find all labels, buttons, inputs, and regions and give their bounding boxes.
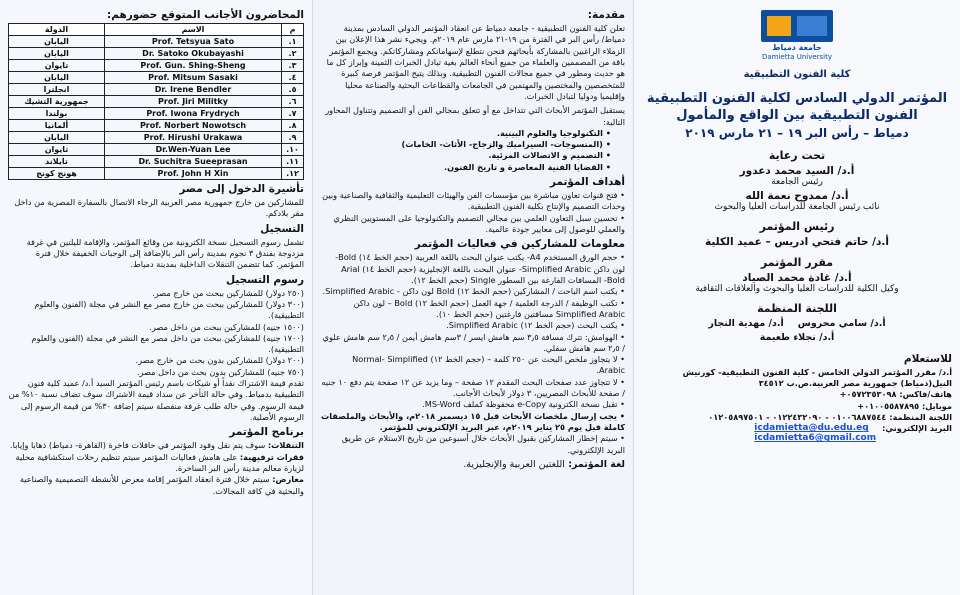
speaker-country: ألمانيا bbox=[9, 120, 105, 132]
patronage-heading: تحت رعاية bbox=[768, 148, 826, 162]
table-row bbox=[9, 144, 304, 156]
email-link-primary[interactable]: icdamietta@du.edu.eg bbox=[754, 423, 869, 434]
speaker-country: اليابان bbox=[9, 72, 105, 84]
email-line bbox=[642, 423, 952, 443]
committee-phone-label: اللجنة المنظمة: bbox=[889, 412, 952, 423]
goal-item: • تحسين سبل التعاون العلمي بين مجالي التصميم والتكنولوجيا على المستويين النظري والعملي للوصول إلى معايير جودة عالمية. bbox=[321, 213, 625, 236]
inquiries-heading: للاستعلام bbox=[903, 352, 952, 365]
program-label: التنقلات: bbox=[267, 440, 304, 451]
info-item: • تقبل نسخة الكترونية e-Copy محفوظة كملف MS-Word. bbox=[321, 399, 625, 410]
info-item: • الهوامش: تترك مسافة ٣٫٥ سم هامش ايسر / ٣سم هامش أيمن / ٢٫٥ سم هامش علوي / ٢٫٥ سم هامش سفلي. bbox=[321, 332, 625, 355]
program-text: سوف يتم نقل وفود المؤتمر في حافلات فاخرة (القاهرة- دمياط) ذهابا وإيابا. bbox=[10, 440, 266, 451]
faculty-name: كلية الفنون التطبيقية bbox=[743, 69, 851, 80]
conference-date: دمياط – رأس البر ١٩ – ٢١ مارس ٢٠١٩ bbox=[685, 125, 909, 140]
info-heading: معلومات للمشاركين في فعاليات المؤتمر bbox=[414, 238, 625, 251]
speaker-country: اليابان bbox=[9, 36, 105, 48]
phone-label: هاتف/فاكس: bbox=[899, 389, 952, 400]
speakers-heading: المحاضرون الأجانب المتوقع حضورهم: bbox=[107, 9, 304, 21]
details-panel bbox=[312, 0, 634, 595]
speaker-country: اليابان bbox=[9, 48, 105, 60]
table-row bbox=[9, 168, 304, 180]
goals-heading: أهداف المؤتمر bbox=[549, 176, 625, 189]
org-member: أ.د/ مهدية النجار bbox=[708, 317, 784, 329]
axis-item: • التصميم و الاتصالات المرئية. bbox=[321, 150, 611, 161]
table-row bbox=[9, 72, 304, 84]
info-item: • يجب إرسال ملخصات الأبحاث قبل ١٥ ديسمبر ٢٠١٨م، والأبحاث والملصقات كاملة قبل يوم ٢٥ يناير ٢٠١٩م، عبر البريد الإلكتروني للمؤتمر. bbox=[321, 411, 625, 434]
speaker-name: Prof. Mitsum Sasaki bbox=[105, 72, 282, 84]
speaker-number: ٧. bbox=[282, 108, 304, 120]
rapporteur-heading: مقرر المؤتمر bbox=[760, 255, 834, 269]
table-row bbox=[9, 84, 304, 96]
university-logo bbox=[749, 6, 845, 64]
program-text: على هامش فعاليات المؤتمر سيتم تنظيم رحلات استكشافية محلية لزيارة معالم مدينة رأس البر الساحرة. bbox=[15, 451, 304, 473]
info-item: • يكتب البحث (حجم الخط ١٢) Simplified Arabic. bbox=[321, 320, 625, 331]
title-panel bbox=[634, 0, 960, 595]
program-item bbox=[8, 474, 304, 497]
logo-english-text: Damietta University bbox=[761, 53, 833, 61]
speaker-number: ٩. bbox=[282, 132, 304, 144]
speaker-country: هونج كونج bbox=[9, 168, 105, 180]
registration-text: تشمل رسوم التسجيل نسخة الكترونية من وقائع المؤتمر، والإقامة لليلتين في غرفة مزدوجة بفندق ٣ نجوم بمدينة رأس البر بالإضافة إلى الوجبات الخفيفة خلال فترة المؤتمر. كما تتضمن التنقلات الداخلية بمدينة دمياط. bbox=[26, 236, 304, 270]
col-header-country: الدولة bbox=[9, 24, 105, 36]
speaker-number: ٨. bbox=[282, 120, 304, 132]
visa-heading: تأشيرة الدخول إلى مصر bbox=[179, 183, 304, 195]
speaker-country: تايلاند bbox=[9, 156, 105, 168]
speaker-name: Prof. Norbert Nowotsch bbox=[105, 120, 282, 132]
inquiries-section bbox=[642, 353, 952, 444]
table-row bbox=[9, 36, 304, 48]
intro-heading: مقدمة: bbox=[587, 9, 625, 21]
speaker-name: Dr. Suchitra Sueeprasan bbox=[105, 156, 282, 168]
fees-list bbox=[8, 288, 304, 379]
axis-item: • (المنسوجات- السيراميك والزجاج- الأثاث- الخامات) bbox=[321, 139, 611, 150]
col-header-number: م bbox=[282, 24, 304, 36]
goals-list bbox=[321, 190, 625, 235]
speakers-table bbox=[8, 23, 304, 180]
info-list bbox=[321, 252, 625, 456]
table-row bbox=[9, 96, 304, 108]
language-label: لغة المؤتمر: bbox=[568, 458, 625, 470]
table-header-row bbox=[9, 24, 304, 36]
program-item bbox=[8, 440, 304, 451]
program-heading: برنامج المؤتمر bbox=[229, 426, 304, 439]
president-name: أ.د/ حاتم فتحي ادريس – عميد الكلية bbox=[704, 235, 889, 248]
speaker-number: ١٠. bbox=[282, 144, 304, 156]
speaker-number: ٤. bbox=[282, 72, 304, 84]
speaker-country: بولندا bbox=[9, 108, 105, 120]
mobile-line bbox=[642, 401, 952, 412]
speaker-number: ٢. bbox=[282, 48, 304, 60]
info-item: • تكتب الوظيفة / الدرجة العلمية / جهة العمل (حجم الخط ١٢) Bold – لون داكن Simplified Arabic مسافتين فارغتين (حجم الخط ١٠). bbox=[321, 298, 625, 321]
fee-item: (٢٠٠ دولار) للمشاركين بدون بحث من خارج مصر. bbox=[135, 355, 304, 366]
program-item bbox=[8, 452, 304, 475]
speaker-name: Prof. Tetsyua Sato bbox=[105, 36, 282, 48]
speaker-name: Prof. Jiri Militky bbox=[105, 96, 282, 108]
phone-line bbox=[642, 389, 952, 400]
fees-heading: رسوم التسجيل bbox=[225, 273, 304, 286]
intro-text: تعلن كلية الفنون التطبيقية - جامعة دمياط عن انعقاد المؤتمر الدولي السادس بمدينة دمياط/ رأس البر في الفترة من ١٩-٢١ مارس عام ٢٠١٩م. ويجيء نشر هذا الإعلان بين الزملاء الراغبين بالمشاركة بأبحاثهم فنحن نتطلع لإسهاماتكم ومشاركاتكم. ويجمع المؤتمر باقة من المصممين والعلماء من جميع أنحاء العالم بغية تبادل الخبرات الثمينة وإبراز كل ما هو حديث ومطور في جميع مجالات الفنون التطبيقية. وبذلك يتيح المؤتمر فرصة كبيرة للمتخصصين والمختصين والمهتمين في الجامعات والقطاعات البحثية والصناعة محليا وإقليميا ودوليا لتبادل الخبرات. bbox=[326, 23, 625, 101]
fees-note: تقدم قيمة الاشتراك نقداً أو شيكات باسم رئيس المؤتمر السيد أ.د/ عميد كلية فنون التطبيقية بدمياط. وفي حالة التأخر عن سداد قيمة الاشتراك سوف تضاف نسبة ١٠% من قيمة الرسوم. وفي حالة طلب غرفة منفصلة سيتم إضافة ٣٠% من قيمة الرسوم إلى الرسوم الأصلية. bbox=[8, 378, 304, 422]
speaker-name: Prof. Iwona Frydrych bbox=[105, 108, 282, 120]
speaker-country: تايوان bbox=[9, 60, 105, 72]
table-row bbox=[9, 132, 304, 144]
speaker-number: ١. bbox=[282, 36, 304, 48]
speaker-name: Dr.Wen-Yuan Lee bbox=[105, 144, 282, 156]
info-item: • لا تتجاوز عدد صفحات البحث المقدم ١٢ صفحة – وما يزيد عن ١٢ صفحة يتم دفع ١٠ جنيه / صفحة للأبحاث المصريين، ٣ دولار لأبحاث الأجانب. bbox=[321, 377, 625, 400]
axes-intro: يستقبل المؤتمر الأبحاث التي تتداخل مع أو تتعلق بمجالي الفن أو التصميم وتتناول المحاور التالية: bbox=[325, 105, 625, 127]
email-link-secondary[interactable]: icdamietta6@gmail.com bbox=[754, 433, 877, 444]
rapporteur-name: أ.د/ غادة محمد الصياد bbox=[742, 271, 852, 284]
speaker-number: ١١. bbox=[282, 156, 304, 168]
speaker-number: ١٢. bbox=[282, 168, 304, 180]
organizing-committee-heading: اللجنة المنظمة bbox=[757, 301, 837, 315]
fee-item: (١٥٠٠ جنيه) للمشاركين ببحث من داخل مصر. bbox=[149, 321, 304, 332]
col-header-name: الاسم bbox=[105, 24, 282, 36]
inquiries-address: أ.د/ مقرر المؤتمر الدولي الخامس - كلية الفنون التطبيقية- كورنيش النيل(دمياط) جمهورية مصر العربية.ص.ب ٣٤٥١٢ bbox=[682, 366, 952, 389]
logo-mark-icon bbox=[761, 10, 833, 42]
org-member: أ.د/ سامي محروس bbox=[797, 317, 886, 329]
table-row bbox=[9, 60, 304, 72]
email-label: البريد الإلكتروني: bbox=[882, 423, 952, 434]
axis-item: • التكنولوجيا والعلوم البينية. bbox=[321, 128, 611, 139]
fee-item: (١٧٠٠ جنيه) للمشاركين ببحث من داخل مصر مع النشر في مجلة (الفنون والعلوم التطبيقية). bbox=[31, 332, 304, 355]
president-heading: رئيس المؤتمر bbox=[759, 219, 835, 233]
speaker-country: انجلترا bbox=[9, 84, 105, 96]
goal-item: • فتح قنوات تعاون مباشرة بين مؤسسات الفن والهيئات التعليمية والثقافية والصناعية وبين وحدات التصميم والإنتاج بكلية الفنون التطبيقية. bbox=[321, 190, 625, 213]
visa-text: للمشاركين من خارج جمهورية مصر العربية الرجاء الاتصال بالسفارة المصرية من داخل مقر بلادكم. bbox=[14, 197, 304, 219]
rapporteur-title: وكيل الكلية للدراسات العليا والبحوث والعلاقات الثقافية bbox=[695, 283, 899, 294]
speaker-country: اليابان bbox=[9, 132, 105, 144]
fee-item: (٧٥٠ جنيه) للمشاركين بدون بحث من داخل مصر. bbox=[136, 366, 304, 377]
speaker-number: ٦. bbox=[282, 96, 304, 108]
fee-item: (٢٥٠ دولار) للمشاركين ببحث من خارج مصر. bbox=[152, 287, 304, 298]
speaker-name: Dr. Irene Bendler bbox=[105, 84, 282, 96]
registration-heading: التسجيل bbox=[260, 222, 304, 235]
conference-theme: الفنون التطبيقية بين الواقع والمأمول bbox=[676, 108, 918, 124]
speaker-number: ٣. bbox=[282, 60, 304, 72]
info-item: • حجم الورق المستخدم A4- يكتب عنوان البحث باللغة العربية (حجم الخط ١٤) Bold- لون داكن Simplified Arabic- عنوان البحث باللغة الإنجليزية (حجم الخط ١٤) Arial Bold- المسافات الفارغة بين السطور Single (حجم الخط ١٢). bbox=[321, 252, 625, 286]
patron1-title: رئيس الجامعة bbox=[771, 176, 823, 187]
committee-phone-line bbox=[642, 412, 952, 423]
committee-phone-value: ٠١٠٠٦٨٨٧٥٤٤ - ٠١٢٢٤٣٢٠٩٠ - ٠١٢٠٥٨٩٧٥٠١ bbox=[708, 412, 887, 423]
phone-value: ٠٥٧٢٣٥٣٠٩٨+ bbox=[839, 389, 897, 400]
patron1-name: أ.د/ السيد محمد دعدور bbox=[739, 164, 855, 177]
speaker-number: ٥. bbox=[282, 84, 304, 96]
roles-section bbox=[642, 149, 952, 343]
language-line bbox=[321, 458, 625, 471]
speaker-name: Dr. Satoko Okubayashi bbox=[105, 48, 282, 60]
language-value: اللغتين العربية والإنجليزية. bbox=[463, 458, 565, 470]
patron2-name: أ.د/ ممدوح نعمة الله bbox=[745, 189, 849, 202]
program-label: معارض: bbox=[272, 474, 304, 485]
info-item: • يكتب اسم الباحث / المشاركين (حجم الخط ١٢) Bold لون داكن - Simplified Arabic. bbox=[321, 286, 625, 297]
speaker-country: جمهورية التشيك bbox=[9, 96, 105, 108]
speakers-table-body bbox=[9, 36, 304, 180]
info-item: • سيتم إخطار المشاركين بقبول الأبحاث خلال أسبوعين من تاريخ الاستلام عن طريق البريد الإلكتروني. bbox=[321, 433, 625, 456]
patron2-title: نائب رئيس الجامعة للدراسات العليا والبحوث bbox=[714, 201, 880, 212]
speaker-name: Prof. John H Xin bbox=[105, 168, 282, 180]
mobile-value: ٠١٠٠٥٥٨٧٨٩٥+ bbox=[857, 400, 920, 411]
conference-title: المؤتمر الدولي السادس لكلية الفنون التطبيقية bbox=[646, 90, 948, 106]
logo-arabic-text: جامعة دمياط bbox=[772, 43, 822, 52]
organizing-members-row bbox=[642, 332, 952, 343]
mobile-label: موبايل: bbox=[921, 400, 952, 411]
axis-item: • القضايا الفنية المعاصرة و تاريخ الفنون. bbox=[321, 162, 611, 173]
table-row bbox=[9, 48, 304, 60]
table-row bbox=[9, 120, 304, 132]
program-text: سيتم خلال فترة انعقاد المؤتمر إقامة معرض للأنشطة التصميمية والصناعية والبحثية في كافة المجالات. bbox=[19, 474, 304, 496]
axes-list bbox=[321, 128, 611, 173]
speaker-name: Prof. Gun. Shing-Sheng bbox=[105, 60, 282, 72]
org-member: أ.د/ نجلاء طعيمة bbox=[759, 331, 835, 343]
speakers-panel bbox=[0, 0, 312, 595]
table-row bbox=[9, 108, 304, 120]
info-item: • لا يتجاوز ملخص البحث عن ٢٥٠ كلمة – (حجم الخط ١٢) Normal- Simplified Arabic. bbox=[321, 354, 625, 377]
table-row bbox=[9, 156, 304, 168]
speaker-country: تايوان bbox=[9, 144, 105, 156]
organizing-members-row bbox=[642, 318, 952, 329]
speaker-name: Prof. Hirushi Urakawa bbox=[105, 132, 282, 144]
program-label: فقرات ترفيهية: bbox=[239, 451, 304, 462]
fee-item: (٣٠٠ دولار) للمشاركين ببحث من خارج مصر مع النشر في مجلة (الفنون والعلوم التطبيقية). bbox=[34, 298, 304, 321]
